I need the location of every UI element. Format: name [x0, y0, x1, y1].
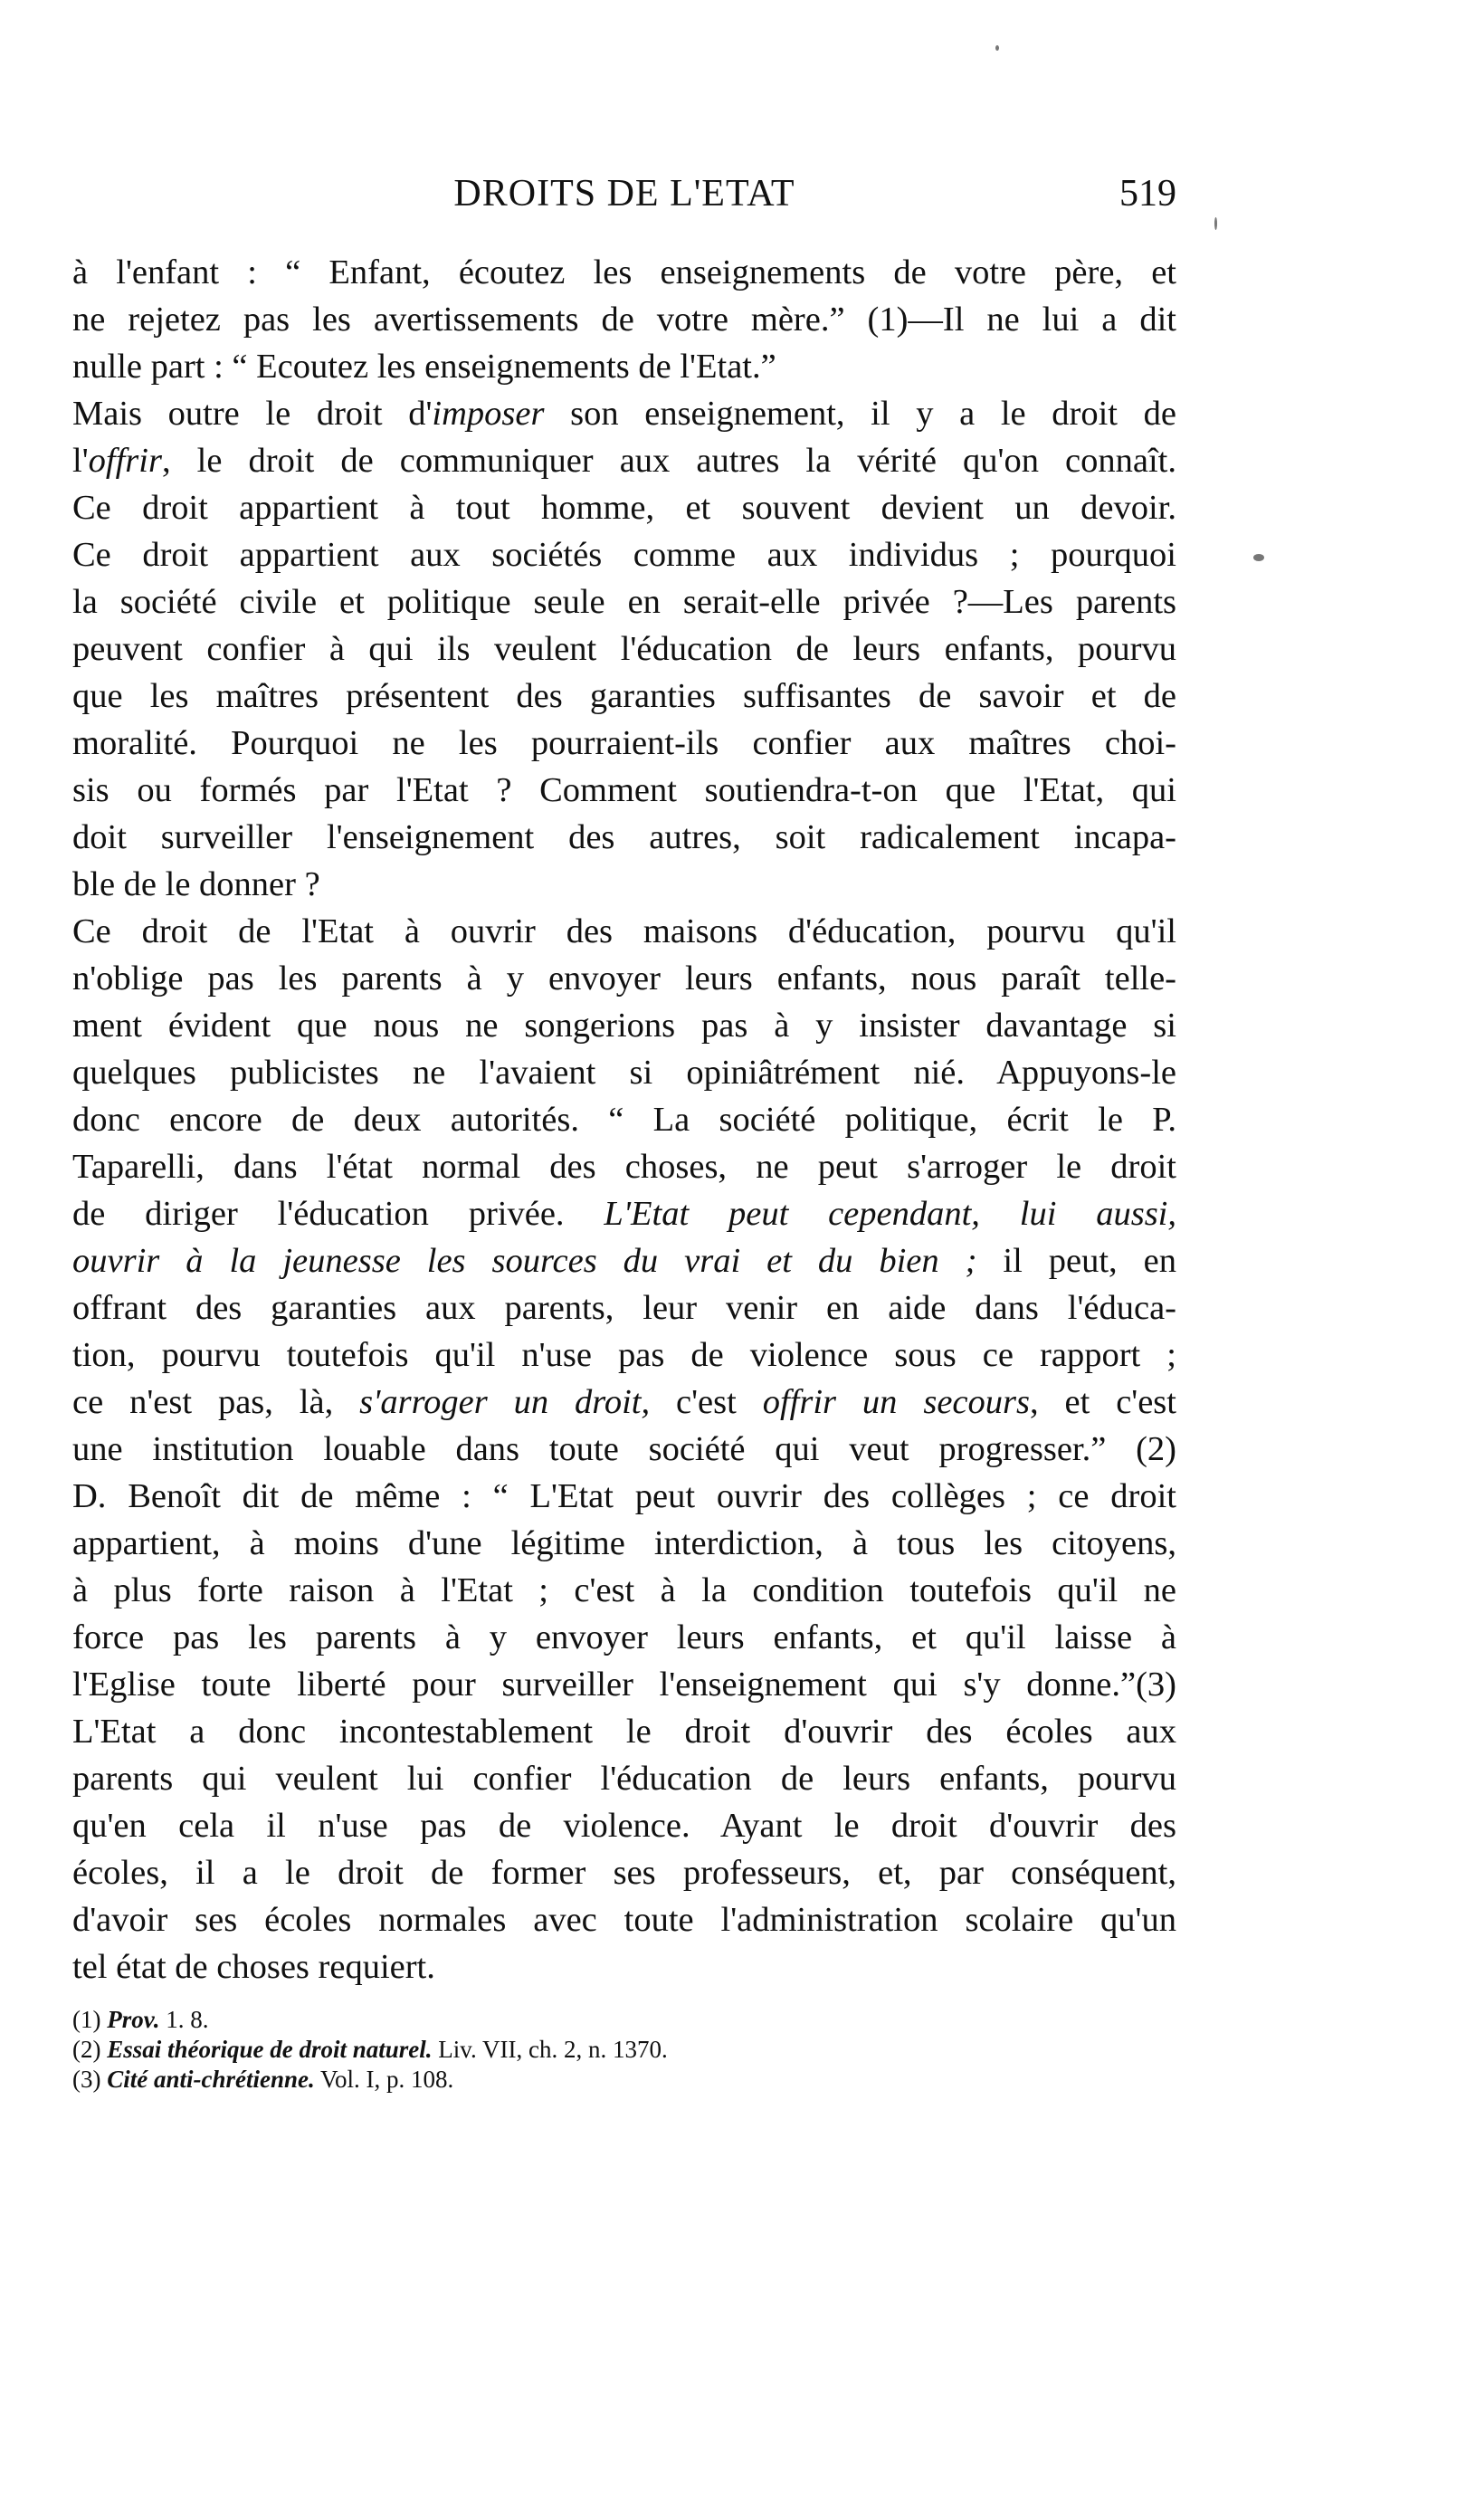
text-line	[72, 390, 1176, 437]
text-line: Ce droit de l'Etat à ouvrir des maisons d'éducation, pourvu qu'il	[72, 912, 1176, 950]
text-line: tion, pourvu toutefois qu'il n'use pas de violence sous ce rapport ;	[72, 1336, 1176, 1374]
italic-phrase: imposer	[432, 395, 545, 433]
text-line: à plus forte raison à l'Etat ; c'est à la condition toutefois qu'il ne	[72, 1571, 1176, 1609]
text-line: tel état de choses requiert.	[72, 1948, 435, 1986]
text-line: appartient, à moins d'une légitime interdiction, à tous les citoyens,	[72, 1524, 1176, 1562]
text-line: Ce droit appartient à tout homme, et souvent devient un devoir.	[72, 489, 1176, 527]
italic-phrase: offrir	[88, 442, 162, 480]
italic-phrase: L'Etat peut cependant, lui aussi,	[604, 1195, 1176, 1233]
text-line: Ce droit appartient aux sociétés comme aux individus ; pourquoi	[72, 536, 1176, 574]
text-line	[72, 1379, 1176, 1426]
text-segment: de diriger l'éducation privée.	[72, 1195, 604, 1233]
text-line: Taparelli, dans l'état normal des choses, ne peut s'arroger le droit	[72, 1148, 1176, 1186]
text-line: la société civile et politique seule en serait-elle privée ?—Les parents	[72, 583, 1176, 621]
text-line	[72, 1237, 1176, 1284]
text-segment: son enseignement, il y a le droit de	[544, 395, 1176, 433]
footnote-source: Essai théorique de droit naturel.	[107, 2036, 433, 2063]
text-line: nulle part : “ Ecoutez les enseignements de l'Etat.”	[72, 348, 776, 386]
text-line: l'Eglise toute liberté pour surveiller l'enseignement qui s'y donne.”(3)	[72, 1666, 1176, 1704]
running-head: DROITS DE L'ETAT	[453, 173, 795, 215]
footnote	[72, 2035, 977, 2065]
italic-phrase: ouvrir à la jeunesse les sources du vrai et du bien ;	[72, 1242, 977, 1280]
footnote-reference: 1. 8.	[159, 2006, 209, 2033]
footnote	[72, 2065, 977, 2095]
text-line: d'avoir ses écoles normales avec toute l'administration scolaire qu'un	[72, 1901, 1176, 1939]
page-header	[72, 172, 1176, 226]
text-segment: il peut, en	[976, 1242, 1176, 1280]
footnote	[72, 2005, 977, 2035]
text-segment: l'	[72, 442, 89, 480]
page-number: 519	[1119, 173, 1176, 215]
footnote-number: (2)	[72, 2036, 101, 2063]
text-line: ne rejetez pas les avertissements de votre mère.” (1)—Il ne lui a dit	[72, 301, 1176, 339]
text-segment: , le droit de communiquer aux autres la vérité qu'on connaît.	[161, 442, 1176, 480]
footnote-reference: Liv. VII, ch. 2, n. 1370.	[432, 2036, 668, 2063]
text-line: ble de le donner ?	[72, 865, 320, 903]
text-line: offrant des garanties aux parents, leur venir en aide dans l'éduca-	[72, 1289, 1176, 1327]
paper-speck	[995, 45, 999, 51]
text-line	[72, 1190, 1176, 1237]
text-line	[72, 437, 1176, 484]
footnote-source: Prov.	[107, 2006, 160, 2033]
footnotes	[72, 2005, 977, 2095]
text-line: que les maîtres présentent des garanties suffisantes de savoir et de	[72, 677, 1176, 715]
text-line: doit surveiller l'enseignement des autres, soit radicalement incapa-	[72, 818, 1176, 856]
text-line: L'Etat a donc incontestablement le droit d'ouvrir des écoles aux	[72, 1713, 1176, 1751]
text-segment: Mais outre le droit d'	[72, 395, 433, 433]
text-line: à l'enfant : “ Enfant, écoutez les enseignements de votre père, et	[72, 253, 1176, 291]
footnote-number: (1)	[72, 2006, 101, 2033]
text-segment: c'est	[650, 1383, 763, 1421]
text-line: moralité. Pourquoi ne les pourraient-ils confier aux maîtres choi-	[72, 724, 1176, 762]
body-text	[72, 249, 1176, 1990]
paper-speck	[1253, 554, 1264, 561]
text-line: D. Benoît dit de même : “ L'Etat peut ouvrir des collèges ; ce droit	[72, 1477, 1176, 1515]
italic-phrase: s'arroger un droit,	[359, 1383, 651, 1421]
text-segment: ce n'est pas, là,	[72, 1383, 360, 1421]
text-line: donc encore de deux autorités. “ La société politique, écrit le P.	[72, 1101, 1176, 1139]
footnote-number: (3)	[72, 2066, 101, 2093]
text-line: parents qui veulent lui confier l'éducation de leurs enfants, pourvu	[72, 1760, 1176, 1798]
paper-speck	[1214, 217, 1217, 230]
text-line: sis ou formés par l'Etat ? Comment soutiendra-t-on que l'Etat, qui	[72, 771, 1176, 809]
text-line: peuvent confier à qui ils veulent l'éducation de leurs enfants, pourvu	[72, 630, 1176, 668]
text-line: force pas les parents à y envoyer leurs enfants, et qu'il laisse à	[72, 1618, 1176, 1656]
text-line: quelques publicistes ne l'avaient si opiniâtrément nié. Appuyons-le	[72, 1054, 1176, 1092]
text-line: écoles, il a le droit de former ses professeurs, et, par conséquent,	[72, 1854, 1176, 1892]
footnote-source: Cité anti-chrétienne.	[107, 2066, 315, 2093]
text-line: qu'en cela il n'use pas de violence. Ayant le droit d'ouvrir des	[72, 1807, 1176, 1845]
text-segment: , et c'est	[1029, 1383, 1176, 1421]
footnote-reference: Vol. I, p. 108.	[314, 2066, 454, 2093]
text-line: ment évident que nous ne songerions pas à y insister davantage si	[72, 1007, 1176, 1045]
text-line: une institution louable dans toute société qui veut progresser.” (2)	[72, 1430, 1176, 1468]
italic-phrase: offrir un secours	[762, 1383, 1030, 1421]
text-line: n'oblige pas les parents à y envoyer leurs enfants, nous paraît telle-	[72, 959, 1176, 998]
